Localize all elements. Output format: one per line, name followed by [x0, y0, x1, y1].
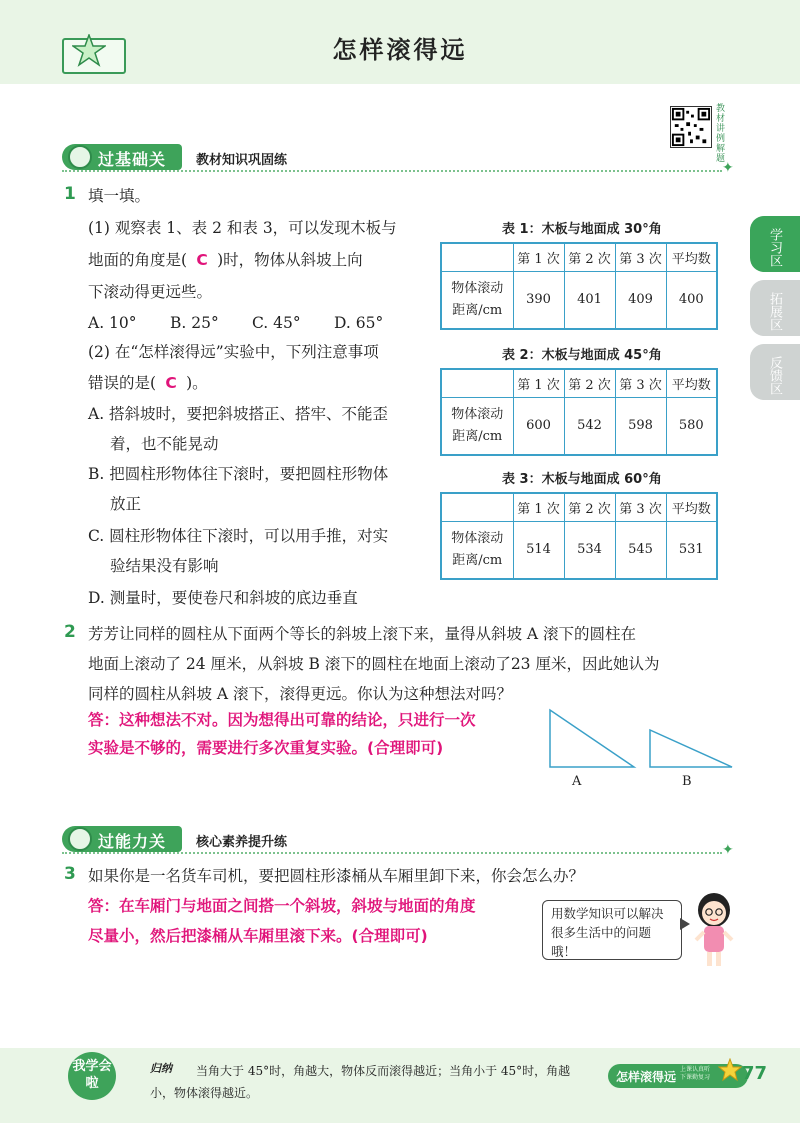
q1-part2-answer: C: [165, 374, 177, 392]
table-cell: 598: [615, 397, 666, 455]
table-row-label: 物体滚动 距离/cm: [441, 271, 513, 329]
q1-choice-b-2: 放正: [110, 495, 142, 513]
q1-part2-line2: 错误的是( C )。: [88, 374, 208, 392]
slope-diagram: [540, 700, 740, 772]
table-row-label: 物体滚动 距离/cm: [441, 397, 513, 455]
tab-learn[interactable]: 学习区: [750, 216, 800, 272]
question-stem: 填一填。: [88, 187, 151, 205]
slope-b-label: B: [682, 774, 692, 789]
table-corner: [441, 243, 513, 271]
q1-option-b: B. 25°: [170, 314, 219, 332]
tab-expand[interactable]: 拓展区: [750, 280, 800, 336]
table-header: 第 2 次: [564, 243, 615, 271]
q2-line2: 地面上滚动了 24 厘米，从斜坡 B 滚下的圆柱在地面上滚动了23 厘米，因此她认为: [88, 655, 660, 673]
speech-bubble: 用数学知识可以解决很多生活中的问题哦！: [542, 900, 682, 960]
table-header: 第 1 次: [513, 369, 564, 397]
qr-caption: 教材讲例解题: [716, 104, 726, 164]
table-3-caption: 表 3：木板与地面成 60°角: [502, 472, 662, 487]
table-corner: [441, 493, 513, 521]
table-cell: 534: [564, 521, 615, 579]
divider: [62, 852, 722, 854]
tab-feedback[interactable]: 反馈区: [750, 344, 800, 400]
table-cell: 542: [564, 397, 615, 455]
question-number: 2: [64, 622, 76, 642]
table-header: 平均数: [666, 243, 717, 271]
table-header: 平均数: [666, 369, 717, 397]
q1-choice-c-1: C. 圆柱形物体往下滚时，可以用手推，对实: [88, 527, 389, 545]
table-1: [440, 242, 718, 330]
slope-a-triangle: [550, 710, 634, 767]
q1-choice-a-2: 着，也不能晃动: [110, 435, 219, 453]
table-header: 第 1 次: [513, 493, 564, 521]
table-header: 第 3 次: [615, 369, 666, 397]
q3-answer-line1: 答：在车厢门与地面之间搭一个斜坡，斜坡与地面的角度: [88, 897, 476, 915]
section-badge-label: 过能力关: [98, 832, 167, 851]
section-ability: [62, 826, 737, 858]
table-cell: 409: [615, 271, 666, 329]
footer-title: 怎样滚得远: [616, 1070, 677, 1084]
table-header: 第 2 次: [564, 493, 615, 521]
q1-choice-d: D. 测量时，要使卷尺和斜坡的底边垂直: [88, 589, 358, 607]
section-subtitle: 教材知识巩固练: [196, 153, 288, 168]
q2-line1: 芳芳让同样的圆柱从下面两个等长的斜坡上滚下来，量得从斜坡 A 滚下的圆柱在: [88, 625, 637, 643]
star-badge-icon: [68, 827, 92, 851]
table-cell: 390: [513, 271, 564, 329]
question-number: 1: [64, 184, 76, 204]
section-badge-label: 过基础关: [98, 150, 167, 169]
summary-text: 当角大于 45°时，角越大，物体反而滚得越近；当角小于 45°时，角越小，物体滚得越近。: [150, 1064, 571, 1100]
q1-choice-b-1: B. 把圆柱形物体往下滚时，要把圆柱形物体: [88, 465, 389, 483]
table-header: 第 3 次: [615, 243, 666, 271]
table-cell: 514: [513, 521, 564, 579]
table-cell: 600: [513, 397, 564, 455]
q1-choice-c-2: 验结果没有影响: [110, 557, 219, 575]
q1-part2-line1: (2) 在“怎样滚得远”实验中，下列注意事项: [88, 343, 379, 361]
slope-a-label: A: [572, 774, 582, 789]
table-cell: 401: [564, 271, 615, 329]
q1-part1-line3: 下滚动得更远些。: [88, 283, 213, 301]
table-header: 第 3 次: [615, 493, 666, 521]
table-row-label: 物体滚动 距离/cm: [441, 521, 513, 579]
q1-option-d: D. 65°: [334, 314, 384, 332]
table-cell: 400: [666, 271, 717, 329]
table-corner: [441, 369, 513, 397]
q2-line3: 同样的圆柱从斜坡 A 滚下，滚得更远。你认为这种想法对吗？: [88, 685, 513, 703]
table-2: [440, 368, 718, 456]
q1-option-a: A. 10°: [88, 314, 137, 332]
q1-part1-line2: 地面的角度是( C )时，物体从斜坡上向: [88, 251, 363, 269]
question-number: 3: [64, 864, 76, 884]
table-2-caption: 表 2：木板与地面成 45°角: [502, 348, 662, 363]
speech-bubble-tail: [680, 918, 690, 930]
section-subtitle: 核心素养提升练: [196, 835, 288, 850]
page-title: 怎样滚得远: [332, 36, 468, 64]
q1-option-c: C. 45°: [252, 314, 301, 332]
qr-code-icon[interactable]: [670, 106, 712, 148]
q2-answer-line1: 答：这种想法不对。因为想得出可靠的结论，只进行一次: [88, 711, 476, 729]
footer-slogan: 上课认真听 下课勤复习: [680, 1066, 711, 1081]
q1-choice-a-1: A. 搭斜坡时，要把斜坡搭正、搭牢、不能歪: [88, 405, 389, 423]
q3-line1: 如果你是一名货车司机，要把圆柱形漆桶从车厢里卸下来，你会怎么办？: [88, 867, 585, 885]
table-header: 平均数: [666, 493, 717, 521]
table-header: 第 2 次: [564, 369, 615, 397]
summary-label: 归纳: [150, 1062, 172, 1075]
girl-mascot-icon: [690, 890, 738, 970]
section-basic: [62, 144, 737, 176]
divider: [62, 170, 722, 172]
learned-badge: 我学会啦: [68, 1052, 116, 1100]
q2-answer-line2: 实验是不够的，需要进行多次重复实验。(合理即可): [88, 739, 444, 757]
table-3: [440, 492, 718, 580]
sparkle-icon: ✦: [722, 160, 734, 176]
star-icon: [718, 1058, 742, 1082]
table-cell: 531: [666, 521, 717, 579]
q3-answer-line2: 尽量小，然后把漆桶从车厢里滚下来。(合理即可): [88, 927, 428, 945]
star-badge-icon: [68, 145, 92, 169]
q1-part1-answer: C: [196, 251, 208, 269]
q1-part1-line1: (1) 观察表 1、表 2 和表 3，可以发现木板与: [88, 219, 397, 237]
page-number: 77: [742, 1063, 768, 1084]
table-header: 第 1 次: [513, 243, 564, 271]
sparkle-icon: ✦: [722, 842, 734, 858]
slope-b-triangle: [650, 730, 732, 767]
table-1-caption: 表 1：木板与地面成 30°角: [502, 222, 662, 237]
table-cell: 580: [666, 397, 717, 455]
table-cell: 545: [615, 521, 666, 579]
